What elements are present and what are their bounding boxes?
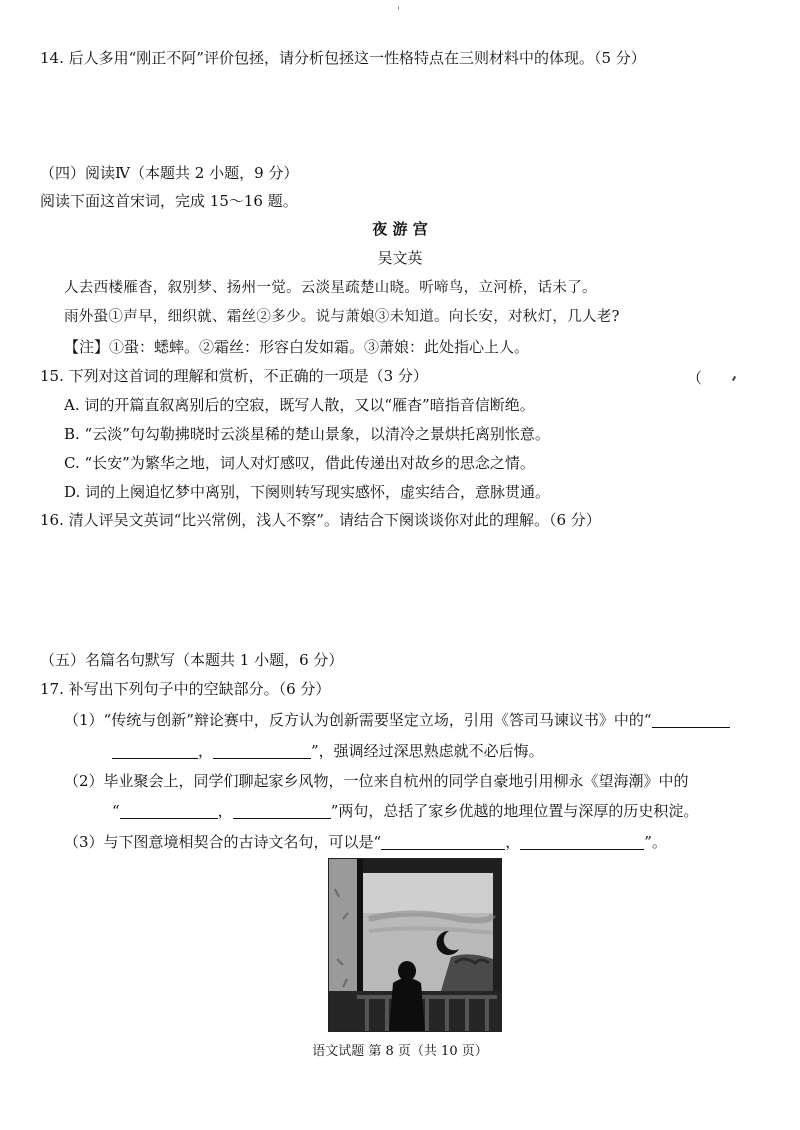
scan-mark <box>398 6 399 10</box>
answer-blank[interactable] <box>233 802 331 819</box>
q17-part-3 <box>64 832 667 852</box>
poem-author: 吴文英 <box>377 249 423 267</box>
answer-paren: （ <box>687 369 703 387</box>
poem-note: 【注】①蛩：蟋蟀。②霜丝：形容白发如霜。③萧娘：此处指心上人。 <box>64 338 530 356</box>
option-a: A. 词的开篇直叙离别后的空寂，既写人散，又以“雁杳”暗指音信断绝。 <box>64 396 535 414</box>
comma: ， <box>217 802 233 820</box>
answer-blank[interactable] <box>652 711 730 728</box>
section-5-heading: （五）名篇名句默写（本题共 1 小题，6 分） <box>40 651 344 669</box>
section-4-heading: （四）阅读Ⅳ（本题共 2 小题，9 分） <box>40 164 299 182</box>
question-15-stem: 15. 下列对这首词的理解和赏析，不正确的一项是（3 分） <box>40 367 428 385</box>
section-4-instruction: 阅读下面这首宋词，完成 15～16 题。 <box>40 192 298 210</box>
q17-part-3-text-end: ”。 <box>644 833 667 851</box>
q17-part-1-text: （1）“传统与创新”辩论赛中，反方认为创新需要坚定立场，引用《答司马谏议书》中的“ <box>64 711 652 729</box>
option-b: B. “云淡”句勾勒拂晓时云淡星稀的楚山景象，以清冷之景烘托离别怅意。 <box>64 425 550 443</box>
question-14: 14. 后人多用“刚正不阿”评价包拯，请分析包拯这一性格特点在三则材料中的体现。（5 分） <box>40 49 646 67</box>
open-quote: “ <box>112 802 120 820</box>
answer-blank[interactable] <box>381 833 505 850</box>
answer-blank[interactable] <box>120 802 218 819</box>
moon-window-image <box>328 858 502 1032</box>
paren-close-mark <box>732 376 736 381</box>
answer-blank[interactable] <box>520 833 644 850</box>
q17-part-2-cont <box>112 801 698 821</box>
q17-part-2-text-end: ”两句，总括了家乡优越的地理位置与深厚的历史积淀。 <box>330 802 699 820</box>
poem-line-1: 人去西楼雁杳，叙别梦、扬州一觉。云淡星疏楚山晓。听啼鸟，立河桥，话未了。 <box>64 280 597 296</box>
comma: ， <box>198 742 214 760</box>
comma: ， <box>505 833 521 851</box>
answer-blank[interactable] <box>112 742 198 759</box>
q17-part-3-text: （3）与下图意境相契合的古诗文名句，可以是“ <box>64 833 382 851</box>
option-d: D. 词的上阕追忆梦中离别，下阕则转写现实感怀，虚实结合，意脉贯通。 <box>64 483 551 501</box>
q17-part-1-cont <box>112 741 544 761</box>
q17-part-1-text-end: ”，强调经过深思熟虑就不必后悔。 <box>311 742 544 760</box>
answer-blank[interactable] <box>213 742 311 759</box>
question-16: 16. 清人评吴文英词“比兴常例，浅人不察”。请结合下阕谈谈你对此的理解。（6 分） <box>40 511 601 529</box>
poem-title: 夜 游 宫 <box>372 220 428 238</box>
page-footer: 语文试题 第 8 页（共 10 页） <box>312 1044 488 1059</box>
question-17-stem: 17. 补写出下列句子中的空缺部分。（6 分） <box>40 680 331 698</box>
option-c: C. “长安”为繁华之地，词人对灯感叹，借此传递出对故乡的思念之情。 <box>64 454 535 472</box>
q17-part-2: （2）毕业聚会上，同学们聊起家乡风物，一位来自杭州的同学自豪地引用柳永《望海潮》中的 <box>64 772 689 790</box>
q17-part-1 <box>64 710 730 730</box>
poem-line-2: 雨外蛩①声早，细织就、霜丝②多少。说与萧娘③未知道。向长安，对秋灯，几人老? <box>64 309 620 325</box>
